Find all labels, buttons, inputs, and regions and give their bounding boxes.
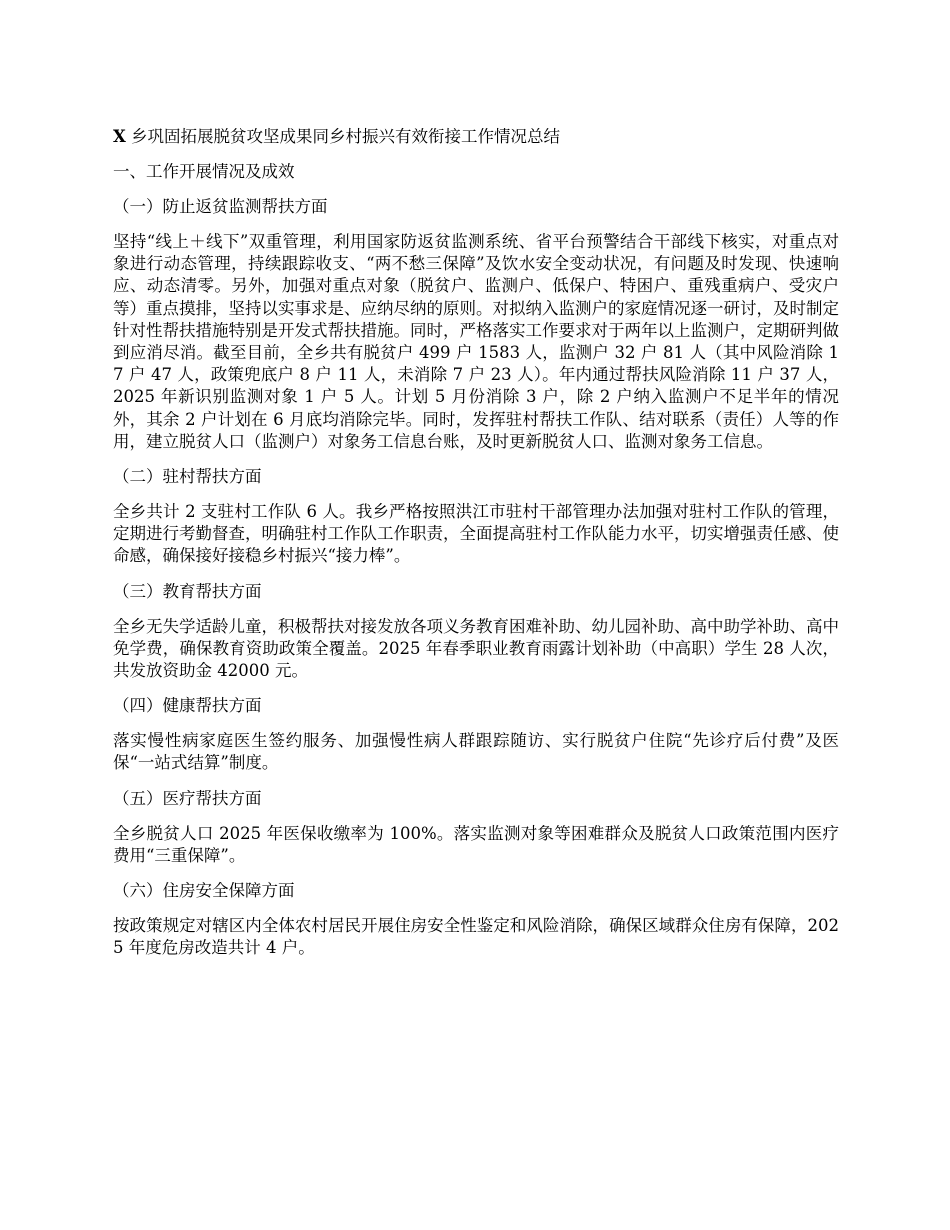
section-heading-work-progress: 一、工作开展情况及成效 (113, 162, 295, 181)
subsection-body-health: 落实慢性病家庭医生签约服务、加强慢性病人群跟踪随访、实行脱贫户住院“先诊疗后付费”及医保“一站式结算”制度。 (113, 731, 839, 773)
document-title (113, 126, 839, 148)
subsection-heading-housing: （六）住房安全保障方面 (113, 881, 295, 901)
subsection-heading-education: （三）教育帮扶方面 (113, 581, 262, 601)
subsection-heading-monitoring: （一）防止返贫监测帮扶方面 (113, 197, 328, 216)
subsection-body-monitoring: 坚持“线上＋线下”双重管理，利用国家防返贫监测系统、省平台预警结合干部线下核实，对重点对象进行动态管理，持续跟踪收支、“两不愁三保障”及饮水安全变动状况，有问题及时发现、快速响应、动态清零。另外，加强对重点对象（脱贫户、监测户、低保户、特困户、重残重病户、受灾户等）重点摸排，坚持以实事求是、应纳尽纳的原则。对拟纳入监测户的家庭情况逐一研讨，及时制定针对性帮扶措施特别是开发式帮扶措施。同时，严格落实工作要求对于两年以上监测户，定期研判做到应消尽消。截至目前，全乡共有脱贫户 499 户 1583 人，监测户 32 户 81 人（其中风险消除 17 户 47 人，政策兜底户 8 户 11 人，未消除 7 户 23 人）。年内通过帮扶风险消除 11 户 37 人，2025 年新识别监测对象 1 户 5 人。计划 5 月份消除 3 户，除 2 户纳入监测户不足半年的情况外，其余 2 户计划在 6 月底均消除完毕。同时，发挥驻村帮扶工作队、结对联系（责任）人等的作用，建立脱贫人口（监测户）对象务工信息台账，及时更新脱贫人口、监测对象务工信息。 (113, 232, 839, 451)
document-title-text: 乡巩固拓展脱贫攻坚成果同乡村振兴有效衔接工作情况总结 (125, 127, 561, 146)
document-page (113, 126, 839, 972)
subsection-heading-health: （四）健康帮扶方面 (113, 696, 262, 716)
subsection-heading-medical: （五）医疗帮扶方面 (113, 788, 262, 808)
subsection-body-medical: 全乡脱贫人口 2025 年医保收缴率为 100%。落实监测对象等困难群众及脱贫人口政策范围内医疗费用“三重保障”。 (113, 823, 839, 865)
document-title-prefix: X (113, 127, 126, 146)
subsection-body-housing: 按政策规定对辖区内全体农村居民开展住房安全性鉴定和风险消除，确保区域群众住房有保障，2025 年度危房改造共计 4 户。 (113, 916, 839, 958)
subsection-heading-village-assistance: （二）驻村帮扶方面 (113, 467, 262, 487)
subsection-body-village-assistance: 全乡共计 2 支驻村工作队 6 人。我乡严格按照洪江市驻村干部管理办法加强对驻村工作队的管理，定期进行考勤督查，明确驻村工作队工作职责，全面提高驻村工作队能力水平，切实增强责任感、使命感，确保接好接稳乡村振兴“接力棒”。 (113, 502, 839, 566)
subsection-body-education: 全乡无失学适龄儿童，积极帮扶对接发放各项义务教育困难补助、幼儿园补助、高中助学补助、高中免学费，确保教育资助政策全覆盖。2025 年春季职业教育雨露计划补助（中高职）学生 28 人次，共发放资助金 42000 元。 (113, 616, 839, 681)
